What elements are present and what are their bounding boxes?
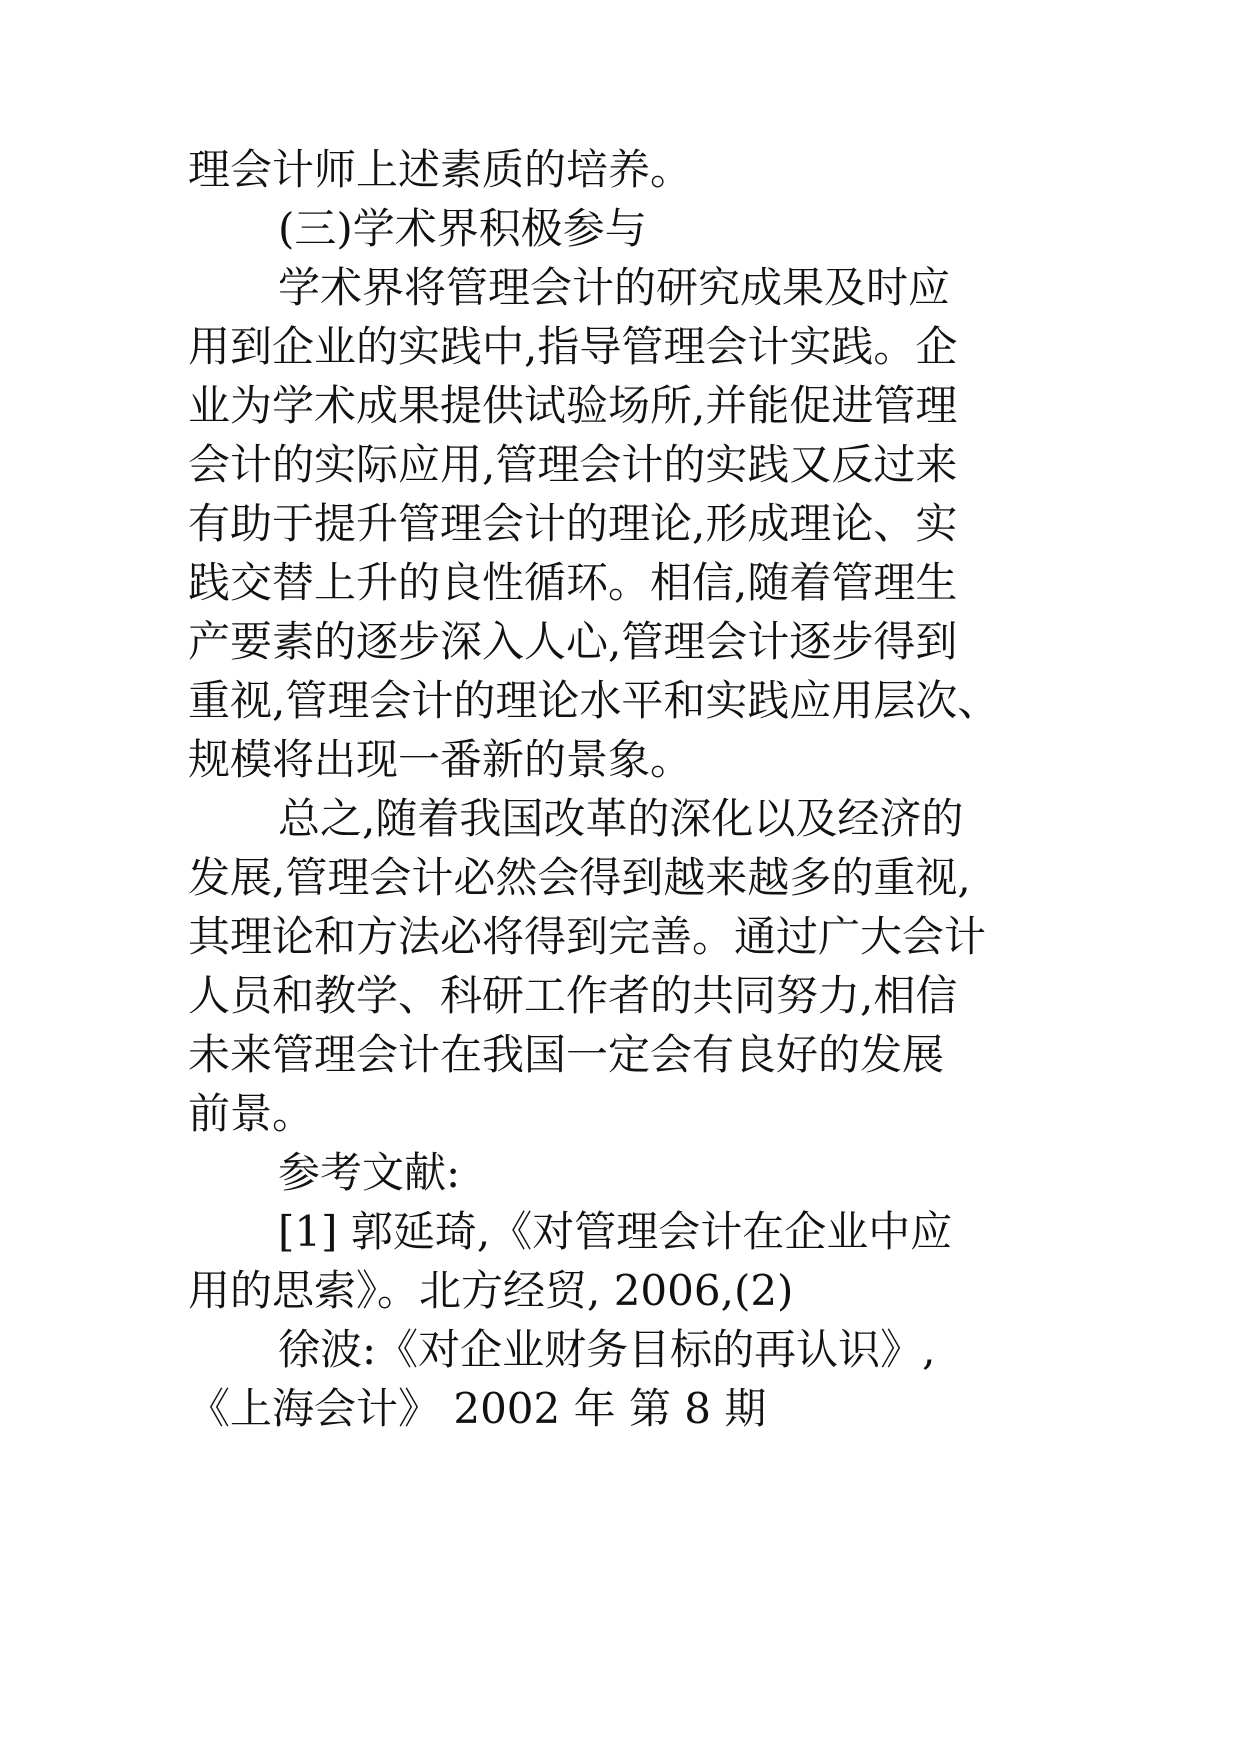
text-line: 学术界将管理会计的研究成果及时应 [278,263,951,312]
text-line: 规模将出现一番新的景象。 [188,735,693,784]
text-line: 前景。 [188,1089,315,1138]
text-line: 重视,管理会计的理论水平和实践应用层次、 [188,676,1000,725]
text-line: 会计的实际应用,管理会计的实践又反过来 [188,440,958,489]
text-line: 发展,管理会计必然会得到越来越多的重视, [188,853,971,902]
references-heading: 参考文献: [278,1148,461,1197]
reference-entry: 《上海会计》 2002 年 第 8 期 [188,1384,767,1433]
reference-entry: 徐波:《对企业财务目标的再认识》, [278,1325,936,1374]
text-line: 业为学术成果提供试验场所,并能促进管理 [188,381,958,430]
text-line: 用到企业的实践中,指导管理会计实践。企 [188,322,958,371]
text-line: 其理论和方法必将得到完善。通过广大会计 [188,912,987,961]
text-line: 人员和教学、科研工作者的共同努力,相信 [188,971,958,1020]
text-line: 未来管理会计在我国一定会有良好的发展 [188,1030,945,1079]
text-line: 践交替上升的良性循环。相信,随着管理生 [188,558,958,607]
text-line: 总之,随着我国改革的深化以及经济的 [278,794,964,843]
reference-entry: [1] 郭延琦,《对管理会计在企业中应 [278,1207,953,1256]
document-body [188,140,1088,1438]
section-heading: (三)学术界积极参与 [278,204,647,253]
reference-entry: 用的思索》。北方经贸, 2006,(2) [188,1266,794,1315]
text-line: 产要素的逐步深入人心,管理会计逐步得到 [188,617,958,666]
text-line: 理会计师上述素质的培养。 [188,145,693,194]
text-line: 有助于提升管理会计的理论,形成理论、实 [188,499,958,548]
